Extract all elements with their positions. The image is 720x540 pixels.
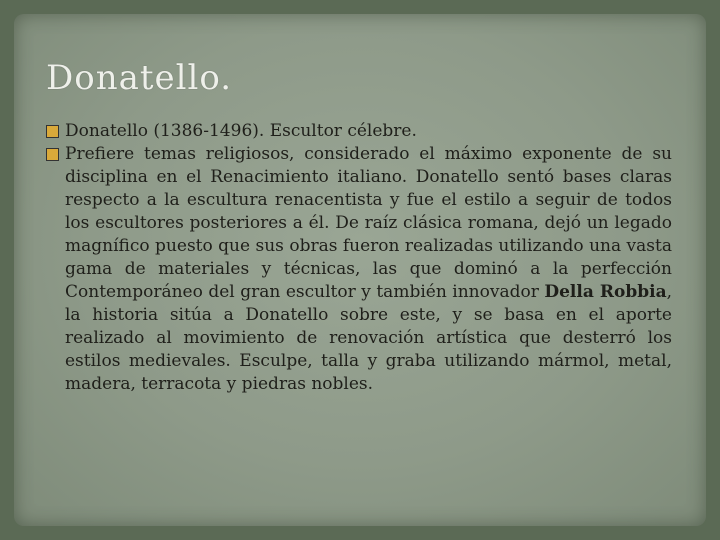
bullet-item bbox=[46, 120, 672, 143]
bullet-text-continued: , la historia sitúa a Donatello sobre este, y se basa en el aporte realizado al movimiento de renovación artística que desterró los estilos medievales. Esculpe, talla y graba utilizando mármol, metal, madera, terracota y piedras nobles. bbox=[65, 282, 672, 394]
bullet-text: Donatello (1386-1496). Escultor célebre. bbox=[65, 121, 417, 141]
bullet-text: Prefiere temas religiosos, considerado el máximo exponente de su disciplina en el Renacimiento italiano. Donatello sentó bases claras respecto a la escultura renacentista y fue el estilo a seguir de todos los escultores posteriores a él. De raíz clásica romana, dejó un legado magnífico puesto que sus obras fueron realizadas utilizando una vasta gama de materiales y técnicas, las que dominó a la perfección Contemporáneo del gran escultor y también innovador bbox=[65, 144, 672, 302]
square-bullet-icon bbox=[46, 148, 59, 161]
bullet-list bbox=[46, 120, 672, 396]
bold-name: Della Robbia bbox=[544, 282, 667, 302]
bullet-item bbox=[46, 143, 672, 396]
square-bullet-icon bbox=[46, 125, 59, 138]
slide-title: Donatello. bbox=[46, 58, 233, 98]
